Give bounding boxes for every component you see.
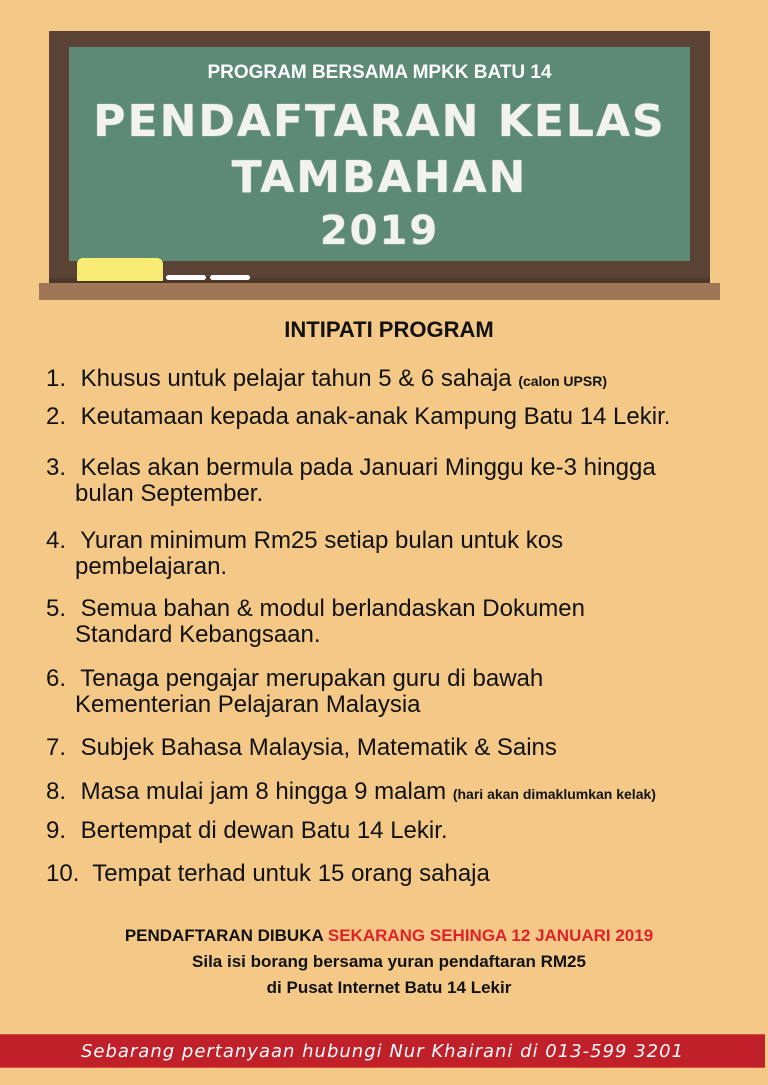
list-item bbox=[46, 366, 607, 394]
chalkboard-subtitle: PROGRAM BERSAMA MPKK BATU 14 bbox=[207, 62, 552, 83]
item-text: Khusus untuk pelajar tahun 5 & 6 sahaja bbox=[80, 365, 512, 392]
chalk-icon bbox=[166, 275, 206, 280]
list-item bbox=[46, 528, 563, 580]
list-item bbox=[46, 455, 656, 507]
item-number: 6. bbox=[46, 665, 67, 692]
item-number: 1. bbox=[46, 365, 67, 392]
item-text-continued: Standard Kebangsaan. bbox=[75, 621, 321, 648]
item-text: Tempat terhad untuk 15 orang sahaja bbox=[92, 860, 490, 887]
item-number: 9. bbox=[46, 817, 67, 844]
item-number: 3. bbox=[46, 454, 67, 481]
item-text-continued: pembelajaran. bbox=[75, 553, 228, 580]
list-item bbox=[46, 404, 670, 430]
item-note: (calon UPSR) bbox=[518, 373, 607, 389]
item-text: Keutamaan kepada anak-anak Kampung Batu 14 Lekir. bbox=[80, 403, 671, 430]
registration-open-line bbox=[0, 926, 768, 946]
list-item bbox=[46, 735, 557, 761]
item-text: Semua bahan & modul berlandaskan Dokumen bbox=[80, 595, 585, 622]
item-text: Masa mulai jam 8 hingga 9 malam bbox=[80, 778, 447, 805]
item-number: 10. bbox=[46, 860, 80, 887]
chalkboard-title-line-2: TAMBAHAN bbox=[231, 152, 528, 203]
item-text-continued: bulan September. bbox=[75, 480, 264, 507]
chalk-icon bbox=[210, 275, 250, 280]
eraser-icon bbox=[77, 258, 163, 281]
list-item bbox=[46, 818, 448, 844]
item-number: 8. bbox=[46, 778, 67, 805]
list-item bbox=[46, 861, 490, 887]
list-item bbox=[46, 779, 656, 807]
chalkboard-ledge bbox=[39, 283, 720, 300]
contact-text: Sebarang pertanyaan hubungi Nur Khairani di 013-599 3201 bbox=[80, 1041, 685, 1062]
item-text: Kelas akan bermula pada Januari Minggu ke-3 hingga bbox=[80, 454, 656, 481]
item-text: Tenaga pengajar merupakan guru di bawah bbox=[80, 665, 544, 692]
item-text-continued: Kementerian Pelajaran Malaysia bbox=[75, 691, 421, 718]
program-heading: INTIPATI PROGRAM bbox=[284, 317, 494, 342]
item-note: (hari akan dimaklumkan kelak) bbox=[452, 786, 656, 802]
item-text: Yuran minimum Rm25 setiap bulan untuk kos bbox=[80, 527, 564, 554]
registration-open-label: PENDAFTARAN DIBUKA bbox=[124, 926, 324, 945]
item-number: 2. bbox=[46, 403, 67, 430]
item-text: Subjek Bahasa Malaysia, Matematik & Sains bbox=[80, 734, 557, 761]
registration-fee-line: Sila isi borang bersama yuran pendaftaran RM25 bbox=[192, 952, 586, 971]
chalkboard-title-year: 2019 bbox=[319, 208, 440, 254]
item-number: 5. bbox=[46, 595, 67, 622]
list-item bbox=[46, 596, 585, 648]
item-number: 7. bbox=[46, 734, 67, 761]
item-text: Bertempat di dewan Batu 14 Lekir. bbox=[80, 817, 448, 844]
item-number: 4. bbox=[46, 527, 67, 554]
registration-deadline: SEKARANG SEHINGA 12 JANUARI 2019 bbox=[327, 926, 654, 945]
list-item bbox=[46, 666, 543, 718]
chalkboard-title-line-1: PENDAFTARAN KELAS bbox=[93, 96, 666, 147]
registration-location-line: di Pusat Internet Batu 14 Lekir bbox=[266, 978, 512, 997]
contact-banner bbox=[0, 1034, 765, 1068]
